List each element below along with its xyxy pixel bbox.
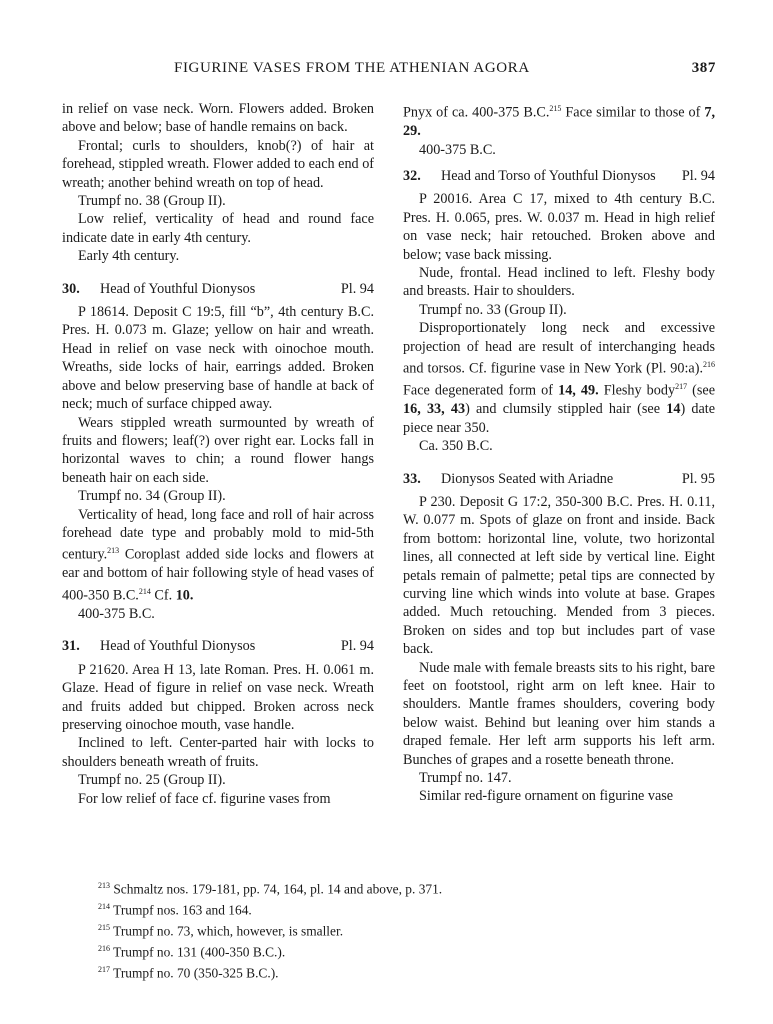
paragraph: P 18614. Deposit C 19:5, fill “b”, 4th century B.C. Pres. H. 0.073 m. Glaze; yellow on hair and wreath. Head in relief on vase neck with oinochoe mouth. Wreaths, side locks of hair, earrings added. Broken above and below preserving base of handle at back of neck; much of surface chipped away. bbox=[62, 304, 374, 413]
entry-title: Head of Youthful Dionysos bbox=[100, 638, 256, 655]
running-header bbox=[60, 60, 716, 82]
footnote-number: 215 bbox=[98, 922, 110, 932]
cross-reference: 10. bbox=[175, 587, 194, 604]
paragraph: Trumpf no. 147. bbox=[419, 770, 512, 787]
footnote-marker: 213 bbox=[107, 546, 120, 556]
text-run: Coroplast added side locks and flowers at ear and bottom of hair following style of head vases of 400-350 B.C. bbox=[62, 547, 374, 604]
running-title: FIGURINE VASES FROM THE ATHENIAN AGORA bbox=[174, 60, 530, 76]
paragraph: Wears stippled wreath surmounted by wreath of fruits and flowers; leaf(?) over right ear. Locks fall in horizontal waves to chin; a round flower hangs beneath hair on each side. bbox=[62, 414, 374, 486]
text-run: (see bbox=[687, 382, 715, 399]
text-run: ) date piece near 350. bbox=[403, 401, 716, 436]
paragraph: 400-375 B.C. bbox=[419, 141, 496, 158]
left-column bbox=[62, 100, 374, 808]
paragraph: Trumpf no. 25 (Group II). bbox=[78, 772, 226, 789]
footnote-marker: 217 bbox=[675, 382, 688, 392]
text-run: Face degenerated form of bbox=[403, 382, 559, 399]
paragraph: Nude, frontal. Head inclined to left. Fleshy body and breasts. Hair to shoulders. bbox=[403, 264, 715, 300]
plate-ref: Pl. 94 bbox=[340, 280, 374, 297]
text-run: Verticality of head, long face and roll of hair across forehead date type and probably mold to mid-5th century. bbox=[62, 506, 374, 564]
plate-ref: Pl. 94 bbox=[340, 638, 374, 655]
paragraph: in relief on vase neck. Worn. Flowers added. Broken above and below; base of handle remains on back. bbox=[62, 101, 374, 136]
entry-number: 32. bbox=[403, 167, 421, 184]
entry-heading-33 bbox=[403, 470, 715, 488]
paragraph: Trumpf no. 34 (Group II). bbox=[78, 488, 226, 505]
footnote-number: 213 bbox=[98, 881, 110, 890]
entry-number: 33. bbox=[403, 470, 421, 487]
footnote-text: Trumpf no. 70 (350-325 B.C.). bbox=[110, 964, 279, 980]
paragraph: Trumpf no. 33 (Group II). bbox=[419, 301, 567, 318]
footnote bbox=[98, 940, 698, 961]
footnote bbox=[98, 898, 698, 919]
right-column bbox=[403, 100, 715, 806]
footnote bbox=[98, 919, 698, 940]
paragraph: P 20016. Area C 17, mixed to 4th century B.C. Pres. H. 0.065, pres. W. 0.037 m. Head in high relief on vase neck; hair retouched. Broken above and below; vase back missing. bbox=[403, 191, 715, 263]
paragraph bbox=[403, 319, 715, 437]
text-run: Pnyx of ca. 400-375 B.C. bbox=[403, 104, 550, 121]
paragraph: Similar red-figure ornament on figurine vase bbox=[419, 788, 674, 805]
cross-reference: 14, 49. bbox=[558, 382, 599, 399]
footnote-number: 217 bbox=[98, 964, 110, 974]
footnote-text: Trumpf no. 73, which, however, is smaller. bbox=[110, 923, 344, 939]
text-run: Cf. bbox=[150, 587, 176, 604]
footnote bbox=[98, 961, 698, 982]
entry-title: Head of Youthful Dionysos bbox=[100, 280, 256, 297]
entry-title: Head and Torso of Youthful Dionysos bbox=[441, 167, 656, 184]
paragraph: P 21620. Area H 13, late Roman. Pres. H. 0.061 m. Glaze. Head of figure in relief on vase neck. Wreath and fruits added but chipped. Broken across neck preserving oinochoe mouth, vase handle. bbox=[62, 661, 374, 734]
paragraph: Low relief, verticality of head and round face indicate date in early 4th century. bbox=[62, 211, 374, 246]
footnote-number: 214 bbox=[98, 901, 110, 911]
footnote-number: 216 bbox=[98, 943, 110, 953]
paragraph bbox=[62, 506, 374, 606]
footnote-marker: 214 bbox=[138, 586, 151, 596]
plate-ref: Pl. 95 bbox=[681, 470, 715, 487]
paragraph: Nude male with female breasts sits to his right, bare feet on footstool, right arm on left knee. Hair to shoulders. Mantle frames shoulders, covering body below waist. Behind but leaning over him stands a draped female. Her left arm supports his left arm. Bunches of grapes and a rosette beneath throne. bbox=[403, 659, 715, 768]
cross-reference: 7, 29. bbox=[403, 104, 715, 140]
footnote-marker: 216 bbox=[703, 360, 715, 370]
footnote-marker: 215 bbox=[549, 104, 562, 113]
footnote-text: Trumpf no. 131 (400-350 B.C.). bbox=[110, 944, 286, 960]
text-run: Face similar to those of bbox=[561, 104, 705, 121]
text-run: Disproportionately long neck and excessive projection of head are result of interchanging heads and torsos. Cf. figurine vase in New York (Pl. 90:a). bbox=[403, 320, 715, 377]
footnote-text: Schmaltz nos. 179-181, pp. 74, 164, pl. 14 and above, p. 371. bbox=[110, 881, 443, 897]
entry-number: 31. bbox=[62, 638, 80, 655]
text-run: Fleshy body bbox=[598, 382, 676, 399]
paragraph: P 230. Deposit G 17:2, 350-300 B.C. Pres. H. 0.11, W. 0.077 m. Spots of glaze on front and inside. Back from bottom: horizontal line, volute, two horizontal lines, all connected at left side by vertical line. Eight petals remain of palmette; petal tips are connected by curving line which winds into volute at base. Grapes added. Much retouching. Mended from 3 pieces. Broken on sides and top but includes part of vase back. bbox=[403, 493, 715, 658]
page-number: 387 bbox=[691, 60, 716, 76]
footnote bbox=[98, 877, 698, 898]
entry-title: Dionysos Seated with Ariadne bbox=[441, 470, 614, 487]
cross-reference: 16, 33, 43 bbox=[403, 401, 466, 418]
plate-ref: Pl. 94 bbox=[681, 167, 715, 184]
footnote-text: Trumpf nos. 163 and 164. bbox=[110, 902, 252, 918]
paragraph: For low relief of face cf. figurine vases from bbox=[78, 790, 331, 807]
paragraph: Frontal; curls to shoulders, knob(?) of hair at forehead, stippled wreath. Flower added to each end of wreath; another behind wreath on top of head. bbox=[62, 137, 375, 191]
entry-heading-30 bbox=[62, 280, 374, 298]
footnotes bbox=[98, 877, 698, 981]
paragraph: Ca. 350 B.C. bbox=[419, 438, 493, 455]
paragraph: Trumpf no. 38 (Group II). bbox=[78, 193, 226, 210]
entry-heading-32 bbox=[403, 167, 715, 185]
cross-reference: 14 bbox=[666, 401, 681, 418]
entry-heading-31 bbox=[62, 637, 374, 655]
paragraph bbox=[403, 100, 715, 141]
paragraph: Early 4th century. bbox=[78, 248, 180, 265]
paragraph: Inclined to left. Center-parted hair with locks to shoulders beneath wreath of fruits. bbox=[62, 735, 374, 770]
paragraph: 400-375 B.C. bbox=[78, 606, 155, 623]
entry-number: 30. bbox=[62, 280, 80, 297]
text-run: ) and clumsily stippled hair (see bbox=[465, 401, 667, 418]
